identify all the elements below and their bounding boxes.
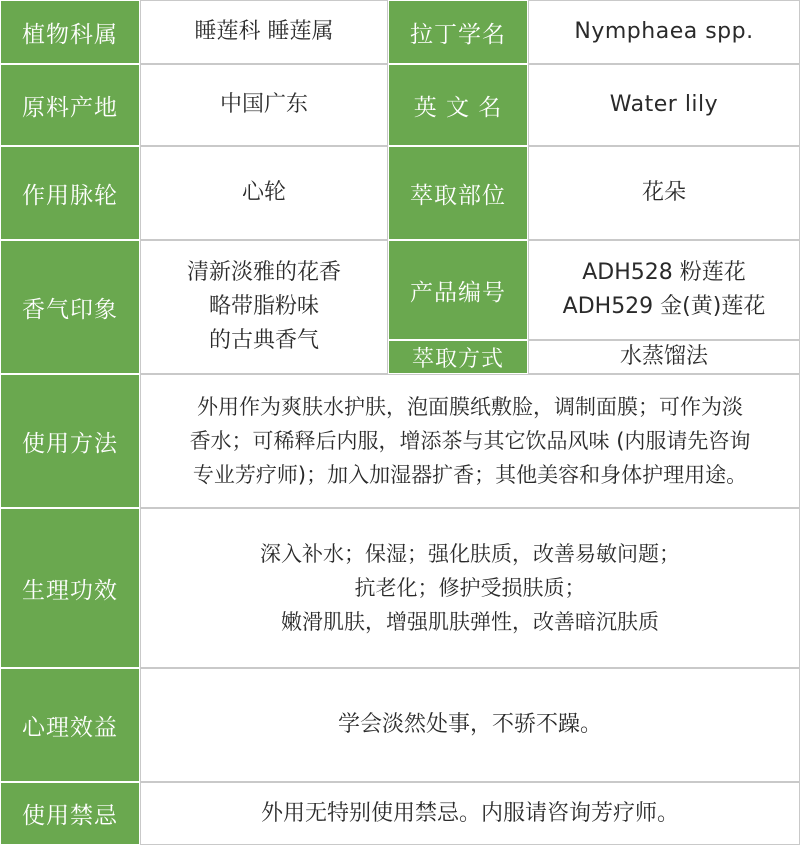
physiological-line-1: 深入补水；保湿；强化肤质，改善易敏问题； — [260, 542, 680, 566]
value-physiological — [140, 508, 800, 668]
usage-line-3: 专业芳疗师)；加入加湿器扩香；其他美容和身体护理用途。 — [192, 463, 748, 487]
label-usage: 使用方法 — [0, 374, 140, 508]
physiological-line-3: 嫩滑肌肤，增强肌肤弹性，改善暗沉肤质 — [281, 610, 659, 634]
aroma-line-1: 清新淡雅的花香 — [186, 260, 341, 285]
value-extraction-method: 水蒸馏法 — [528, 340, 800, 374]
label-english-name: 英 文 名 — [388, 64, 528, 146]
value-chakra: 心轮 — [140, 146, 388, 240]
label-chakra: 作用脉轮 — [0, 146, 140, 240]
value-plant-family: 睡莲科 睡莲属 — [140, 0, 388, 64]
aroma-line-3: 的古典香气 — [208, 328, 319, 353]
value-english-name: Water lily — [528, 64, 800, 146]
product-code-line-1: ADH528 粉莲花 — [582, 260, 746, 285]
value-contraindications: 外用无特别使用禁忌。内服请咨询芳疗师。 — [140, 782, 800, 845]
product-code-line-2: ADH529 金(黄)莲花 — [562, 294, 766, 319]
value-aroma — [140, 240, 388, 374]
value-origin: 中国广东 — [140, 64, 388, 146]
label-latin-name: 拉丁学名 — [388, 0, 528, 64]
physiological-line-2: 抗老化；修护受损肤质； — [354, 576, 586, 600]
value-product-code — [528, 240, 800, 340]
label-extraction-part: 萃取部位 — [388, 146, 528, 240]
value-latin-name: Nymphaea spp. — [528, 0, 800, 64]
value-psychological: 学会淡然处事，不骄不躁。 — [140, 668, 800, 782]
value-extraction-part: 花朵 — [528, 146, 800, 240]
label-product-code: 产品编号 — [388, 240, 528, 340]
label-psychological: 心理效益 — [0, 668, 140, 782]
usage-line-1: 外用作为爽肤水护肤，泡面膜纸敷脸，调制面膜；可作为淡 — [197, 395, 743, 419]
label-physiological: 生理功效 — [0, 508, 140, 668]
aroma-line-2: 略带脂粉味 — [208, 294, 319, 319]
label-plant-family: 植物科属 — [0, 0, 140, 64]
label-origin: 原料产地 — [0, 64, 140, 146]
label-extraction-method: 萃取方式 — [388, 340, 528, 374]
label-aroma: 香气印象 — [0, 240, 140, 374]
usage-line-2: 香水；可稀释后内服，增添茶与其它饮品风味 (内服请先咨询 — [189, 429, 751, 453]
label-contraindications: 使用禁忌 — [0, 782, 140, 845]
value-usage — [140, 374, 800, 508]
